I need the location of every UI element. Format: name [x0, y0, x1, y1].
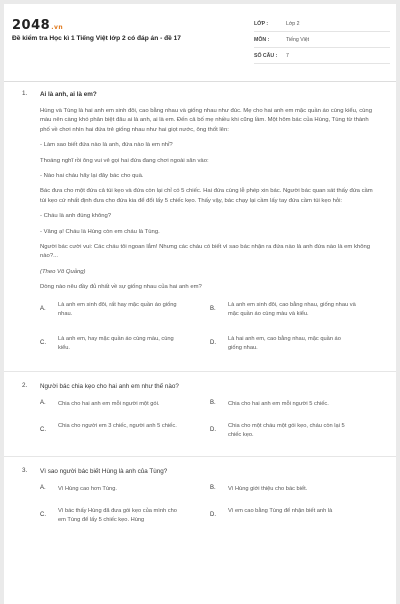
option-letter: D. [210, 340, 216, 347]
meta-table [254, 18, 390, 66]
passage-source: (Theo Võ Quảng) [40, 268, 86, 275]
option-text: Chia cho hai anh em mỗi người một gói. [58, 401, 160, 408]
option-text: Chia cho một cháu một gói kẹo, cháu còn lại 5 chiếc kẹo. [228, 423, 345, 439]
option-text: Là anh em, hay mặc quần áo cùng màu, cùng kiểu. [58, 336, 174, 352]
question-title: Vì sao người bác biết Hùng là anh của Tùng? [40, 468, 168, 476]
question-title: Ai là anh, ai là em? [40, 91, 97, 98]
passage-paragraph: - Nào hai cháu hãy lại đây bác cho quà. [40, 173, 144, 180]
meta-row-subject [254, 34, 390, 48]
option-letter: A. [40, 485, 46, 492]
meta-row-class [254, 18, 390, 32]
meta-value: Tiếng Việt [286, 37, 310, 43]
meta-label: MÔN : [254, 37, 270, 43]
question-title: Người bác chia kẹo cho hai anh em như thế nào? [40, 383, 179, 391]
passage-paragraph: - Vâng ạ! Cháu là Hùng còn em cháu là Tùng. [40, 228, 160, 235]
question-2 [4, 382, 396, 452]
logo-main-text: 2048 [12, 18, 51, 33]
option-text: Chia cho hai anh em mỗi người 5 chiếc. [228, 401, 329, 408]
question-3 [4, 467, 396, 545]
question-divider [4, 371, 396, 372]
worksheet-page [4, 4, 396, 604]
option-letter: C. [40, 340, 46, 347]
option-letter: B. [210, 485, 216, 492]
meta-value: 7 [286, 53, 289, 59]
answer-options [40, 301, 376, 363]
option-letter: B. [210, 306, 216, 313]
passage-paragraph: Thoáng nghĩ rồi ông vui vẻ gọi hai đứa đang chơi ngoài sân vào: [40, 157, 209, 164]
question-prompt: Dòng nào nêu đầy đủ nhất về sự giống nhau của hai anh em? [40, 284, 202, 291]
passage-paragraph: - Cháu là anh đúng không? [40, 213, 112, 220]
option-text: Vì Hùng cao hơn Tùng. [58, 486, 117, 493]
option-text: Là anh em sinh đôi, rất hay mặc quần áo giống nhau. [58, 302, 177, 318]
passage-paragraph: Hùng và Tùng là hai anh em sinh đôi, cao bằng nhau và giống nhau như đúc. Mẹ cho hai anh em mặc quần áo cùng kiểu, cùng màu nên càng khó phân biệt đâu ai là anh, ai là em. Đến cả bố mẹ nhiều khi cũng lầm. Một hôm bác của Hùng, Tùng từ thành phố về chơi nhìn hai đứa trẻ giống nhau như hai giọt nước, ông thốt lên: [40, 108, 372, 133]
option-text: Vì bác thấy Hùng đã đưa gói kẹo của mình cho em Tùng để lấy 5 chiếc kẹo. Hùng [58, 508, 177, 524]
option-letter: B. [210, 400, 216, 407]
option-text: Là anh em sinh đôi, cao bằng nhau, giống nhau và mặc quần áo cùng màu và kiểu. [228, 302, 356, 318]
meta-label: LỚP : [254, 21, 269, 27]
passage-paragraph: - Làm sao biết đứa nào là anh, đứa nào là em nhỉ? [40, 142, 173, 149]
option-text: Chia cho người em 3 chiếc, người anh 5 chiếc. [58, 423, 177, 430]
option-letter: C. [40, 512, 46, 519]
meta-row-question-count [254, 50, 390, 64]
passage-paragraph: Người bác cười vui: Các cháu tôi ngoan lắm! Nhưng các cháu có biết vì sao bác nhận ra đứa nào là anh đứa nào là em không nào?... [40, 244, 371, 260]
option-text: Vì em cao bằng Tùng để nhận biết anh là [228, 508, 333, 515]
question-number: 1. [22, 90, 28, 97]
answer-options [40, 400, 376, 452]
passage-paragraph: Bác đưa cho một đứa cả túi kẹo và đứa còn lại chỉ có 5 chiếc. Hai đứa cùng lễ phép xin bác. Người bác quan sát thấy đứa cầm túi kẹo cứ nhất định đưa cho đứa kia để đổi lấy 5 chiếc kẹo. Thấy vậy, bác chạy lại cầm lấy tay đứa cầm túi kẹo hỏi: [40, 188, 373, 204]
question-1 [4, 90, 396, 363]
option-text: Vì Hùng giới thiệu cho bác biết. [228, 486, 308, 493]
option-text: Là hai anh em, cao bằng nhau, mặc quần áo giống nhau. [228, 336, 341, 352]
site-logo[interactable] [12, 18, 63, 33]
option-letter: A. [40, 306, 46, 313]
option-letter: C. [40, 427, 46, 434]
document-title: Đề kiểm tra Học kì 1 Tiếng Việt lớp 2 có đáp án - đề 17 [12, 35, 181, 42]
question-number: 2. [22, 382, 28, 390]
question-number: 3. [22, 467, 28, 475]
meta-value: Lớp 2 [286, 21, 300, 27]
logo-suffix-text: .vn [51, 24, 64, 31]
worksheet-content [4, 90, 396, 545]
meta-label: SỐ CÂU : [254, 53, 278, 59]
option-letter: D. [210, 427, 216, 434]
question-divider [4, 456, 396, 457]
answer-options [40, 485, 376, 545]
worksheet-header [4, 4, 396, 82]
option-letter: A. [40, 400, 46, 407]
option-letter: D. [210, 512, 216, 519]
